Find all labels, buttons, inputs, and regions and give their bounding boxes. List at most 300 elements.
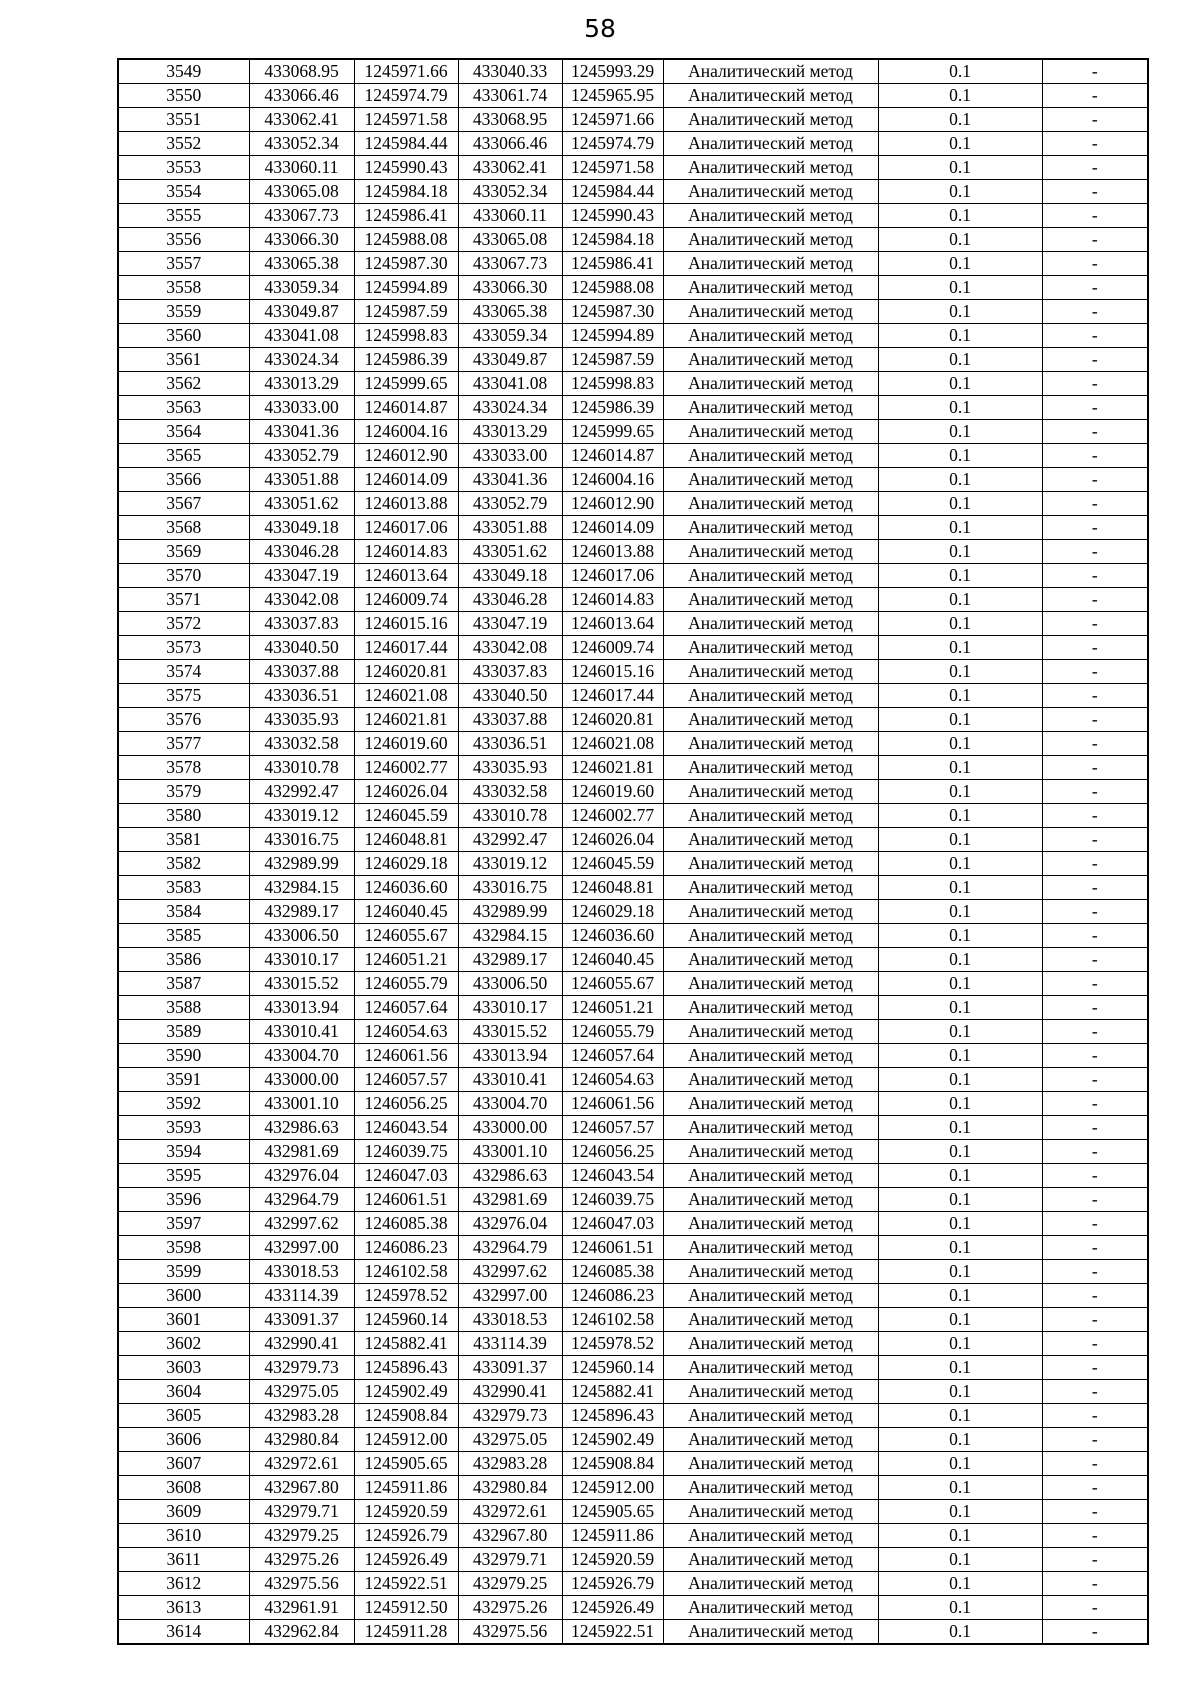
method-cell: Аналитический метод [663,156,878,180]
note-cell: - [1042,180,1148,204]
y-coordinate-cell: 1245994.89 [354,276,458,300]
x-coordinate-cell: 433062.41 [249,108,354,132]
method-cell: Аналитический метод [663,180,878,204]
y-previous-cell: 1246043.54 [562,1164,663,1188]
x-previous-cell: 432975.26 [458,1596,562,1620]
method-cell: Аналитический метод [663,1332,878,1356]
point-number-cell: 3597 [118,1212,249,1236]
method-cell: Аналитический метод [663,1212,878,1236]
method-cell: Аналитический метод [663,828,878,852]
y-coordinate-cell: 1245911.86 [354,1476,458,1500]
point-number-cell: 3583 [118,876,249,900]
y-previous-cell: 1246048.81 [562,876,663,900]
y-coordinate-cell: 1245905.65 [354,1452,458,1476]
y-previous-cell: 1245965.95 [562,84,663,108]
x-coordinate-cell: 433067.73 [249,204,354,228]
point-number-cell: 3604 [118,1380,249,1404]
y-coordinate-cell: 1245971.66 [354,59,458,84]
x-coordinate-cell: 433015.52 [249,972,354,996]
table-row [118,1356,1148,1380]
x-previous-cell: 432964.79 [458,1236,562,1260]
x-coordinate-cell: 433013.29 [249,372,354,396]
method-cell: Аналитический метод [663,1548,878,1572]
accuracy-cell: 0.1 [878,756,1042,780]
y-previous-cell: 1245994.89 [562,324,663,348]
method-cell: Аналитический метод [663,396,878,420]
table-row [118,1116,1148,1140]
x-coordinate-cell: 432975.56 [249,1572,354,1596]
method-cell: Аналитический метод [663,732,878,756]
x-coordinate-cell: 433051.62 [249,492,354,516]
y-previous-cell: 1246014.09 [562,516,663,540]
point-number-cell: 3573 [118,636,249,660]
y-previous-cell: 1245988.08 [562,276,663,300]
accuracy-cell: 0.1 [878,468,1042,492]
y-coordinate-cell: 1246048.81 [354,828,458,852]
method-cell: Аналитический метод [663,588,878,612]
accuracy-cell: 0.1 [878,1236,1042,1260]
note-cell: - [1042,804,1148,828]
note-cell: - [1042,396,1148,420]
method-cell: Аналитический метод [663,1620,878,1645]
note-cell: - [1042,1452,1148,1476]
table-row [118,1212,1148,1236]
accuracy-cell: 0.1 [878,1572,1042,1596]
x-previous-cell: 433015.52 [458,1020,562,1044]
y-previous-cell: 1245912.00 [562,1476,663,1500]
table-row [118,372,1148,396]
note-cell: - [1042,1068,1148,1092]
table-row [118,1284,1148,1308]
table-row [118,1236,1148,1260]
x-previous-cell: 433010.78 [458,804,562,828]
y-previous-cell: 1245987.30 [562,300,663,324]
x-previous-cell: 432967.80 [458,1524,562,1548]
point-number-cell: 3572 [118,612,249,636]
y-coordinate-cell: 1245984.18 [354,180,458,204]
table-row [118,1500,1148,1524]
note-cell: - [1042,756,1148,780]
point-number-cell: 3610 [118,1524,249,1548]
y-previous-cell: 1245978.52 [562,1332,663,1356]
y-coordinate-cell: 1245882.41 [354,1332,458,1356]
note-cell: - [1042,732,1148,756]
x-previous-cell: 433035.93 [458,756,562,780]
note-cell: - [1042,660,1148,684]
accuracy-cell: 0.1 [878,204,1042,228]
accuracy-cell: 0.1 [878,1068,1042,1092]
x-previous-cell: 432986.63 [458,1164,562,1188]
x-previous-cell: 433040.33 [458,59,562,84]
y-previous-cell: 1246057.64 [562,1044,663,1068]
y-coordinate-cell: 1245902.49 [354,1380,458,1404]
x-coordinate-cell: 432997.62 [249,1212,354,1236]
table-row [118,924,1148,948]
note-cell: - [1042,372,1148,396]
accuracy-cell: 0.1 [878,180,1042,204]
accuracy-cell: 0.1 [878,708,1042,732]
y-coordinate-cell: 1246004.16 [354,420,458,444]
y-coordinate-cell: 1246002.77 [354,756,458,780]
point-number-cell: 3565 [118,444,249,468]
method-cell: Аналитический метод [663,300,878,324]
point-number-cell: 3609 [118,1500,249,1524]
x-coordinate-cell: 433037.83 [249,612,354,636]
y-coordinate-cell: 1245987.59 [354,300,458,324]
accuracy-cell: 0.1 [878,660,1042,684]
x-coordinate-cell: 432983.28 [249,1404,354,1428]
x-previous-cell: 433068.95 [458,108,562,132]
x-previous-cell: 433016.75 [458,876,562,900]
point-number-cell: 3592 [118,1092,249,1116]
accuracy-cell: 0.1 [878,1596,1042,1620]
y-previous-cell: 1245999.65 [562,420,663,444]
y-coordinate-cell: 1246055.79 [354,972,458,996]
y-coordinate-cell: 1246055.67 [354,924,458,948]
method-cell: Аналитический метод [663,276,878,300]
accuracy-cell: 0.1 [878,1476,1042,1500]
note-cell: - [1042,1524,1148,1548]
y-previous-cell: 1245926.49 [562,1596,663,1620]
note-cell: - [1042,1356,1148,1380]
table-row [118,1188,1148,1212]
note-cell: - [1042,300,1148,324]
accuracy-cell: 0.1 [878,276,1042,300]
method-cell: Аналитический метод [663,516,878,540]
x-coordinate-cell: 433010.78 [249,756,354,780]
note-cell: - [1042,1428,1148,1452]
table-row [118,1596,1148,1620]
y-coordinate-cell: 1245920.59 [354,1500,458,1524]
note-cell: - [1042,1044,1148,1068]
method-cell: Аналитический метод [663,348,878,372]
method-cell: Аналитический метод [663,1236,878,1260]
y-coordinate-cell: 1245960.14 [354,1308,458,1332]
y-previous-cell: 1246054.63 [562,1068,663,1092]
y-previous-cell: 1245908.84 [562,1452,663,1476]
note-cell: - [1042,1212,1148,1236]
page-number: 58 [584,14,616,43]
method-cell: Аналитический метод [663,1284,878,1308]
x-coordinate-cell: 432979.73 [249,1356,354,1380]
note-cell: - [1042,612,1148,636]
note-cell: - [1042,1020,1148,1044]
note-cell: - [1042,1596,1148,1620]
table-row [118,804,1148,828]
table-row [118,636,1148,660]
y-coordinate-cell: 1246056.25 [354,1092,458,1116]
method-cell: Аналитический метод [663,132,878,156]
method-cell: Аналитический метод [663,1092,878,1116]
x-coordinate-cell: 432986.63 [249,1116,354,1140]
note-cell: - [1042,1140,1148,1164]
method-cell: Аналитический метод [663,1308,878,1332]
x-coordinate-cell: 433059.34 [249,276,354,300]
y-coordinate-cell: 1245971.58 [354,108,458,132]
accuracy-cell: 0.1 [878,372,1042,396]
point-number-cell: 3575 [118,684,249,708]
x-coordinate-cell: 432984.15 [249,876,354,900]
accuracy-cell: 0.1 [878,1428,1042,1452]
y-coordinate-cell: 1246021.81 [354,708,458,732]
y-previous-cell: 1246056.25 [562,1140,663,1164]
note-cell: - [1042,1476,1148,1500]
y-coordinate-cell: 1246013.64 [354,564,458,588]
table-row [118,948,1148,972]
point-number-cell: 3613 [118,1596,249,1620]
y-coordinate-cell: 1246017.44 [354,636,458,660]
y-coordinate-cell: 1245896.43 [354,1356,458,1380]
method-cell: Аналитический метод [663,1260,878,1284]
y-previous-cell: 1245920.59 [562,1548,663,1572]
note-cell: - [1042,1332,1148,1356]
accuracy-cell: 0.1 [878,444,1042,468]
x-previous-cell: 432976.04 [458,1212,562,1236]
y-previous-cell: 1246014.87 [562,444,663,468]
accuracy-cell: 0.1 [878,924,1042,948]
method-cell: Аналитический метод [663,1044,878,1068]
point-number-cell: 3554 [118,180,249,204]
point-number-cell: 3567 [118,492,249,516]
x-previous-cell: 433036.51 [458,732,562,756]
y-previous-cell: 1246017.06 [562,564,663,588]
accuracy-cell: 0.1 [878,972,1042,996]
method-cell: Аналитический метод [663,1428,878,1452]
x-previous-cell: 432981.69 [458,1188,562,1212]
note-cell: - [1042,1572,1148,1596]
method-cell: Аналитический метод [663,108,878,132]
table-row [118,1404,1148,1428]
note-cell: - [1042,444,1148,468]
x-previous-cell: 433018.53 [458,1308,562,1332]
accuracy-cell: 0.1 [878,1380,1042,1404]
table-row [118,1020,1148,1044]
y-coordinate-cell: 1246085.38 [354,1212,458,1236]
table-row [118,180,1148,204]
y-coordinate-cell: 1246086.23 [354,1236,458,1260]
y-previous-cell: 1246002.77 [562,804,663,828]
note-cell: - [1042,828,1148,852]
point-number-cell: 3601 [118,1308,249,1332]
y-previous-cell: 1245974.79 [562,132,663,156]
x-previous-cell: 432980.84 [458,1476,562,1500]
method-cell: Аналитический метод [663,84,878,108]
x-previous-cell: 432972.61 [458,1500,562,1524]
table-row [118,324,1148,348]
x-coordinate-cell: 433024.34 [249,348,354,372]
x-coordinate-cell: 433010.17 [249,948,354,972]
accuracy-cell: 0.1 [878,1284,1042,1308]
y-previous-cell: 1246019.60 [562,780,663,804]
y-previous-cell: 1245896.43 [562,1404,663,1428]
x-previous-cell: 432984.15 [458,924,562,948]
y-previous-cell: 1246012.90 [562,492,663,516]
x-previous-cell: 433019.12 [458,852,562,876]
point-number-cell: 3580 [118,804,249,828]
y-previous-cell: 1246085.38 [562,1260,663,1284]
table-row [118,708,1148,732]
x-coordinate-cell: 433052.79 [249,444,354,468]
accuracy-cell: 0.1 [878,1620,1042,1645]
x-coordinate-cell: 433066.30 [249,228,354,252]
point-number-cell: 3581 [118,828,249,852]
accuracy-cell: 0.1 [878,1500,1042,1524]
table-row [118,1428,1148,1452]
table-row [118,660,1148,684]
method-cell: Аналитический метод [663,1452,878,1476]
x-coordinate-cell: 433042.08 [249,588,354,612]
accuracy-cell: 0.1 [878,1308,1042,1332]
method-cell: Аналитический метод [663,1524,878,1548]
y-previous-cell: 1246017.44 [562,684,663,708]
x-coordinate-cell: 433051.88 [249,468,354,492]
x-previous-cell: 433052.34 [458,180,562,204]
point-number-cell: 3585 [118,924,249,948]
table-row [118,996,1148,1020]
x-coordinate-cell: 433065.38 [249,252,354,276]
x-previous-cell: 433013.94 [458,1044,562,1068]
note-cell: - [1042,492,1148,516]
x-coordinate-cell: 433040.50 [249,636,354,660]
table-row [118,564,1148,588]
point-number-cell: 3553 [118,156,249,180]
y-previous-cell: 1246061.56 [562,1092,663,1116]
accuracy-cell: 0.1 [878,132,1042,156]
x-previous-cell: 432979.71 [458,1548,562,1572]
point-number-cell: 3561 [118,348,249,372]
point-number-cell: 3598 [118,1236,249,1260]
point-number-cell: 3552 [118,132,249,156]
point-number-cell: 3603 [118,1356,249,1380]
y-previous-cell: 1246057.57 [562,1116,663,1140]
point-number-cell: 3574 [118,660,249,684]
method-cell: Аналитический метод [663,324,878,348]
y-coordinate-cell: 1246020.81 [354,660,458,684]
table-row [118,468,1148,492]
point-number-cell: 3551 [118,108,249,132]
table-row [118,972,1148,996]
x-coordinate-cell: 433019.12 [249,804,354,828]
x-coordinate-cell: 432990.41 [249,1332,354,1356]
table-row [118,59,1148,84]
x-previous-cell: 432983.28 [458,1452,562,1476]
x-previous-cell: 433037.83 [458,660,562,684]
y-coordinate-cell: 1245912.50 [354,1596,458,1620]
x-coordinate-cell: 432989.17 [249,900,354,924]
y-previous-cell: 1246021.81 [562,756,663,780]
note-cell: - [1042,1116,1148,1140]
point-number-cell: 3586 [118,948,249,972]
note-cell: - [1042,324,1148,348]
point-number-cell: 3600 [118,1284,249,1308]
y-previous-cell: 1245984.18 [562,228,663,252]
method-cell: Аналитический метод [663,948,878,972]
table-row [118,444,1148,468]
y-previous-cell: 1246020.81 [562,708,663,732]
x-coordinate-cell: 432989.99 [249,852,354,876]
method-cell: Аналитический метод [663,1116,878,1140]
y-previous-cell: 1246013.64 [562,612,663,636]
method-cell: Аналитический метод [663,444,878,468]
method-cell: Аналитический метод [663,996,878,1020]
note-cell: - [1042,228,1148,252]
accuracy-cell: 0.1 [878,1548,1042,1572]
method-cell: Аналитический метод [663,468,878,492]
x-coordinate-cell: 433049.18 [249,516,354,540]
accuracy-cell: 0.1 [878,732,1042,756]
y-previous-cell: 1246051.21 [562,996,663,1020]
y-previous-cell: 1246021.08 [562,732,663,756]
method-cell: Аналитический метод [663,564,878,588]
accuracy-cell: 0.1 [878,1188,1042,1212]
accuracy-cell: 0.1 [878,348,1042,372]
note-cell: - [1042,1092,1148,1116]
accuracy-cell: 0.1 [878,948,1042,972]
accuracy-cell: 0.1 [878,804,1042,828]
x-coordinate-cell: 433036.51 [249,684,354,708]
x-previous-cell: 433062.41 [458,156,562,180]
point-number-cell: 3590 [118,1044,249,1068]
note-cell: - [1042,84,1148,108]
point-number-cell: 3569 [118,540,249,564]
y-previous-cell: 1245987.59 [562,348,663,372]
accuracy-cell: 0.1 [878,900,1042,924]
y-previous-cell: 1246039.75 [562,1188,663,1212]
x-coordinate-cell: 433000.00 [249,1068,354,1092]
y-coordinate-cell: 1246061.51 [354,1188,458,1212]
point-number-cell: 3556 [118,228,249,252]
method-cell: Аналитический метод [663,1500,878,1524]
y-coordinate-cell: 1245987.30 [354,252,458,276]
method-cell: Аналитический метод [663,900,878,924]
y-coordinate-cell: 1246045.59 [354,804,458,828]
point-number-cell: 3562 [118,372,249,396]
table-row [118,348,1148,372]
table-row [118,588,1148,612]
note-cell: - [1042,1236,1148,1260]
accuracy-cell: 0.1 [878,1524,1042,1548]
note-cell: - [1042,1284,1148,1308]
point-number-cell: 3566 [118,468,249,492]
accuracy-cell: 0.1 [878,1140,1042,1164]
point-number-cell: 3607 [118,1452,249,1476]
method-cell: Аналитический метод [663,684,878,708]
y-coordinate-cell: 1246021.08 [354,684,458,708]
table-row [118,276,1148,300]
y-coordinate-cell: 1246012.90 [354,444,458,468]
method-cell: Аналитический метод [663,372,878,396]
x-coordinate-cell: 432979.25 [249,1524,354,1548]
point-number-cell: 3608 [118,1476,249,1500]
point-number-cell: 3596 [118,1188,249,1212]
accuracy-cell: 0.1 [878,1356,1042,1380]
table-row [118,492,1148,516]
accuracy-cell: 0.1 [878,228,1042,252]
accuracy-cell: 0.1 [878,636,1042,660]
accuracy-cell: 0.1 [878,1092,1042,1116]
accuracy-cell: 0.1 [878,1332,1042,1356]
point-number-cell: 3549 [118,59,249,84]
x-previous-cell: 432979.25 [458,1572,562,1596]
x-coordinate-cell: 433046.28 [249,540,354,564]
accuracy-cell: 0.1 [878,108,1042,132]
y-previous-cell: 1246014.83 [562,588,663,612]
x-previous-cell: 433060.11 [458,204,562,228]
y-previous-cell: 1245902.49 [562,1428,663,1452]
y-coordinate-cell: 1245988.08 [354,228,458,252]
method-cell: Аналитический метод [663,708,878,732]
note-cell: - [1042,1500,1148,1524]
